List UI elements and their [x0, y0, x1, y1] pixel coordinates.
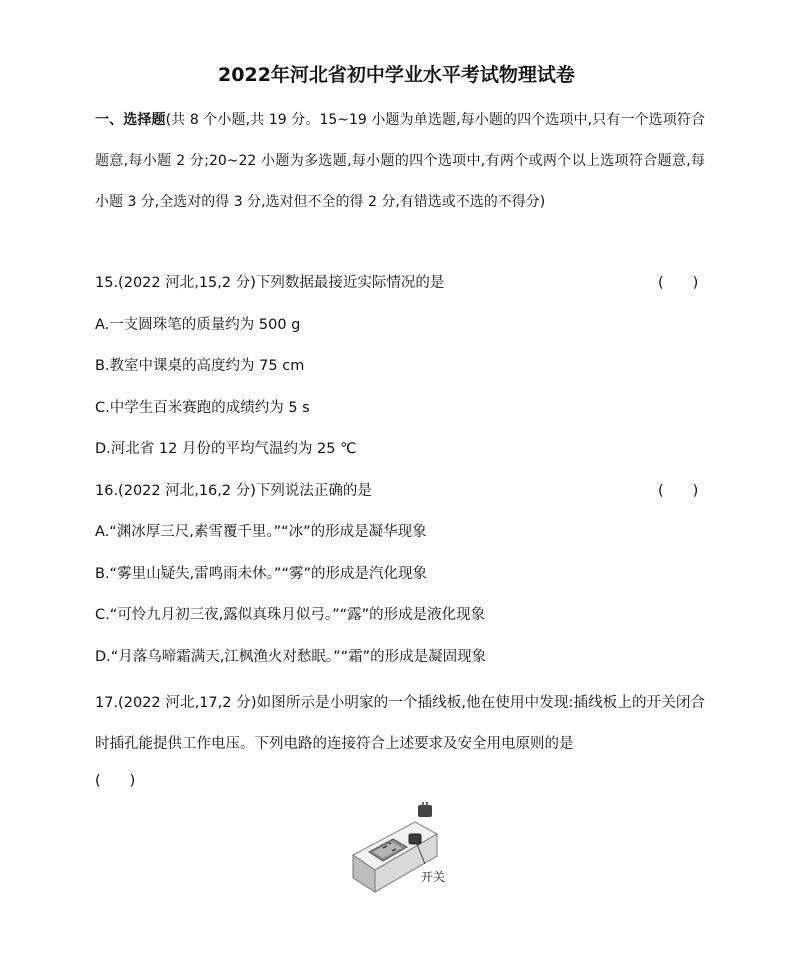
q16-option-d: D.“月落乌啼霜满天,江枫渔火对愁眠。”“霜”的形成是凝固现象: [95, 649, 487, 665]
q15-option-a: A.一支圆珠笔的质量约为 500 g: [95, 317, 301, 333]
plug-icon: [418, 805, 432, 817]
q17-answer-paren: ( ): [95, 773, 136, 789]
q17-stem: 17.(2022 河北,17,2 分)如图所示是小明家的一个插线板,他在使用中发现:插线板上的开关闭合时插孔能提供工作电压。下列电路的连接符合上述要求及安全用电原则的是: [95, 695, 705, 752]
q15-option-c: C.中学生百米赛跑的成绩约为 5 s: [95, 400, 310, 416]
q15-stem: 15.(2022 河北,15,2 分)下列数据最接近实际情况的是: [95, 275, 445, 291]
power-strip-figure: [345, 800, 455, 900]
q16-option-b: B.“雾里山疑失,雷鸣雨未休。”“雾”的形成是汽化现象: [95, 566, 427, 582]
switch-icon: [409, 834, 421, 844]
q15-option-b: B.教室中课桌的高度约为 75 cm: [95, 358, 305, 374]
q16-stem: 16.(2022 河北,16,2 分)下列说法正确的是: [95, 483, 372, 499]
q15-option-d: D.河北省 12 月份的平均气温约为 25 ℃: [95, 441, 357, 457]
q16-answer-paren: ( ): [658, 483, 699, 499]
q16-option-c: C.“可怜九月初三夜,露似真珠月似弓。”“露”的形成是液化现象: [95, 607, 486, 623]
page-title: 2022年河北省初中学业水平考试物理试卷: [218, 64, 575, 86]
figure-label-switch: 开关: [421, 870, 446, 884]
section-text: (共 8 个小题,共 19 分。15~19 小题为单选题,每小题的四个选项中,只有一个选项符合题意,每小题 2 分;20~22 小题为多选题,每小题的四个选项中,有两个或两个以上选项符合题意,每小题 3 分,全选对的得 3 分,选对但不全的得 2 分,有错选或不选的不得分): [95, 112, 706, 210]
q16-option-a: A.“渊冰厚三尺,素雪覆千里。”“冰”的形成是凝华现象: [95, 524, 427, 540]
section-instructions: [95, 100, 705, 223]
q15-answer-paren: ( ): [658, 275, 699, 291]
section-heading: 一、选择题: [95, 112, 166, 128]
